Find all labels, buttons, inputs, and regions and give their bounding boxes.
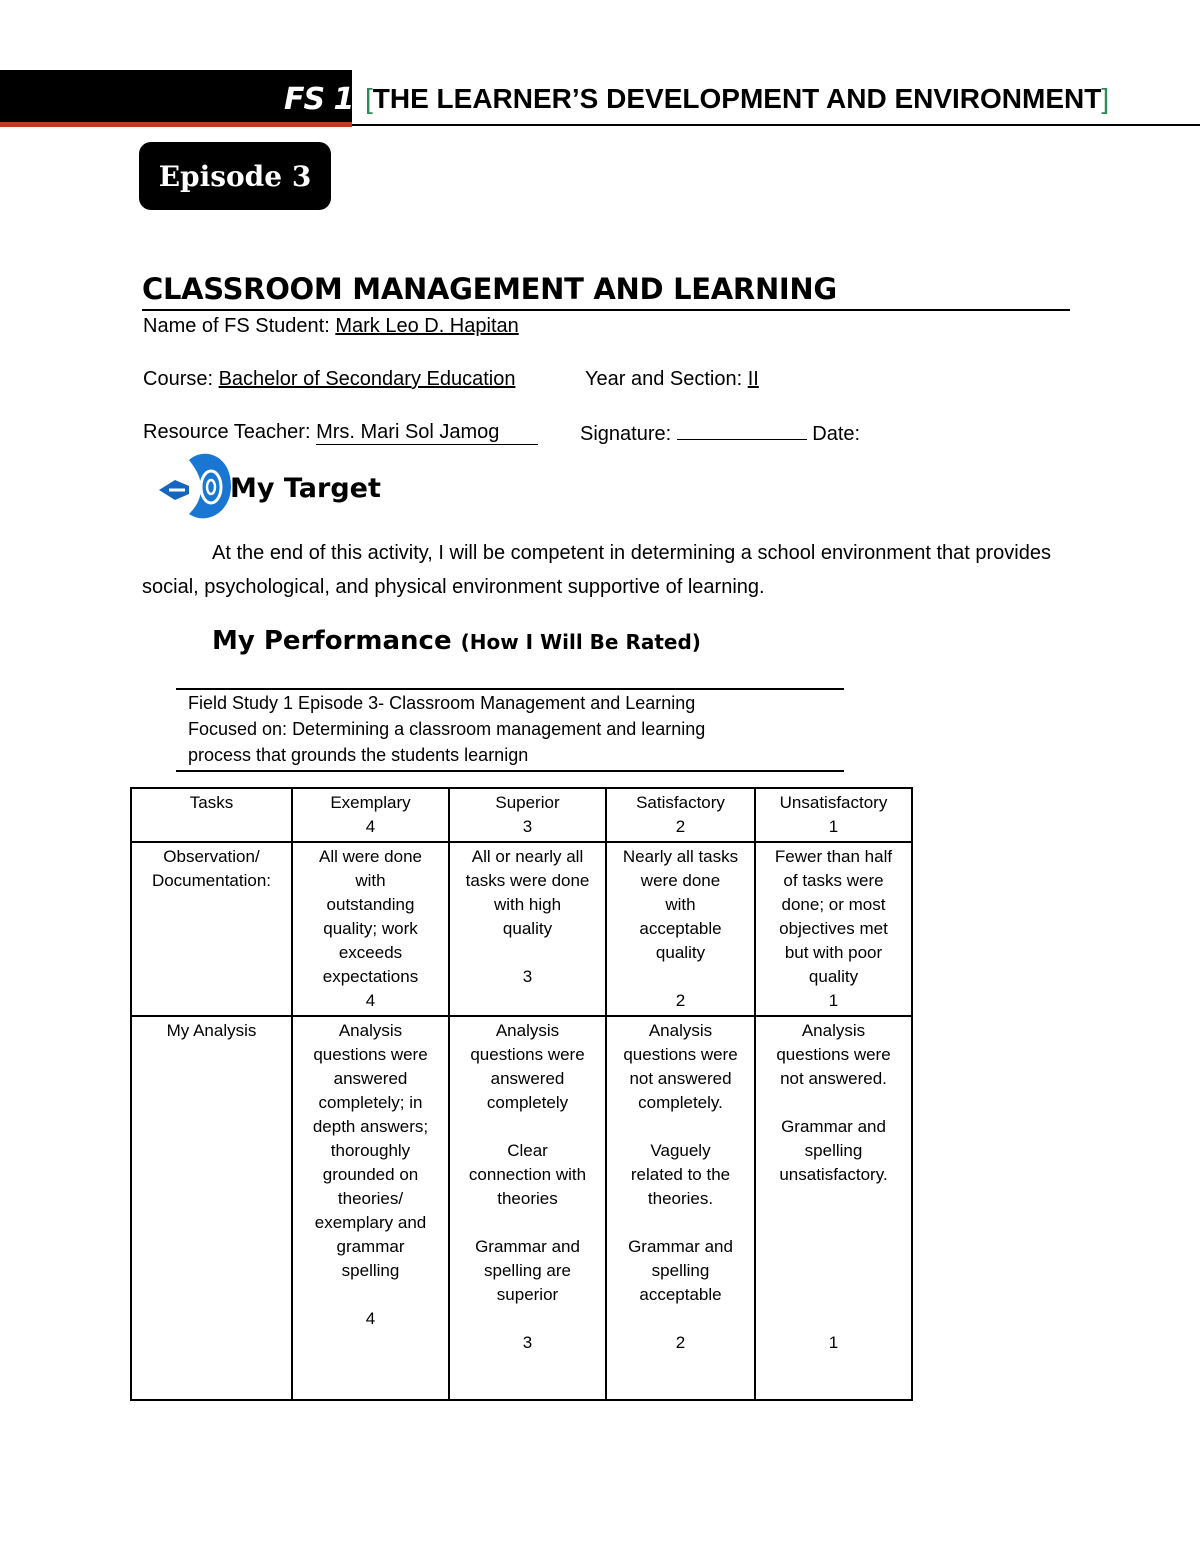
criteria-cell: Analysis questions were not answered. Grammar and spelling unsatisfactory. 1 bbox=[755, 1016, 912, 1400]
criteria-cell: All were done with outstanding quality; work exceeds expectations 4 bbox=[292, 842, 449, 1016]
header-label: Tasks bbox=[189, 793, 234, 812]
header-score: 3 bbox=[522, 817, 533, 836]
rubric-table bbox=[130, 787, 913, 1401]
header-cell bbox=[755, 788, 912, 842]
course-label: Course: bbox=[143, 368, 219, 390]
focus-line-2: Focused on: Determining a classroom management and learning bbox=[188, 719, 706, 739]
criteria-cell: Analysis questions were answered completely Clear connection with theories Grammar and spelling are superior 3 bbox=[449, 1016, 606, 1400]
criteria-cell: Analysis questions were not answered completely. Vaguely related to the theories. Grammar and spelling acceptable 2 bbox=[606, 1016, 755, 1400]
header-cell bbox=[292, 788, 449, 842]
task-cell: Observation/ Documentation: bbox=[131, 842, 292, 1016]
target-title: My Target bbox=[230, 473, 381, 504]
header-cell bbox=[131, 788, 292, 842]
student-label: Name of FS Student: bbox=[143, 315, 336, 337]
header-bracket-open: [ bbox=[365, 83, 373, 114]
header-title: THE LEARNER’S DEVELOPMENT AND ENVIRONMENT bbox=[372, 83, 1102, 114]
page-title: CLASSROOM MANAGEMENT AND LEARNING bbox=[142, 272, 837, 306]
rubric-header-row bbox=[131, 788, 912, 842]
signature-blank bbox=[677, 421, 807, 440]
header-score: 4 bbox=[365, 817, 376, 836]
target-text: At the end of this activity, I will be competent in determining a school environment that provides social, psychological, and physical environment supportive of learning. bbox=[142, 542, 1051, 598]
criteria-cell: Fewer than half of tasks were done; or most objectives met but with poor quality 1 bbox=[755, 842, 912, 1016]
focus-line-1: Field Study 1 Episode 3- Classroom Management and Learning bbox=[188, 693, 696, 713]
criteria-cell: Nearly all tasks were done with acceptable quality 2 bbox=[606, 842, 755, 1016]
header-score: 2 bbox=[675, 817, 686, 836]
header-label: Satisfactory bbox=[636, 793, 725, 812]
header-series: FS 1 bbox=[284, 82, 354, 117]
header-score: 1 bbox=[828, 817, 839, 836]
performance-subtitle: (How I Will Be Rated) bbox=[460, 630, 701, 654]
teacher-line bbox=[143, 421, 538, 445]
student-name: Mark Leo D. Hapitan bbox=[335, 315, 519, 337]
teacher-label: Resource Teacher: bbox=[143, 421, 317, 443]
performance-title: My Performance bbox=[212, 626, 461, 656]
target-paragraph bbox=[142, 536, 1062, 604]
header-label: Exemplary bbox=[330, 793, 411, 812]
header-title-group bbox=[365, 83, 1109, 115]
year-label: Year and Section: bbox=[585, 368, 748, 390]
criteria-cell: All or nearly all tasks were done with high quality 3 bbox=[449, 842, 606, 1016]
header-cell bbox=[449, 788, 606, 842]
episode-badge: Episode 3 bbox=[139, 142, 331, 210]
course-line bbox=[143, 368, 515, 391]
header-label: Unsatisfactory bbox=[779, 793, 888, 812]
rubric-row-analysis bbox=[131, 1016, 912, 1400]
header-accent-line bbox=[0, 122, 352, 127]
title-rule bbox=[142, 309, 1070, 311]
header-label: Superior bbox=[495, 793, 560, 812]
criteria-cell: Analysis questions were answered completely; in depth answers; thoroughly grounded on theories/ exemplary and grammar spelling 4 bbox=[292, 1016, 449, 1400]
date-label: Date: bbox=[806, 423, 861, 445]
year-section-line bbox=[585, 368, 759, 391]
header-bracket-close: ] bbox=[1101, 83, 1110, 114]
focus-box bbox=[176, 688, 844, 772]
target-icon bbox=[155, 450, 233, 526]
rubric-row-observation bbox=[131, 842, 912, 1016]
task-cell: My Analysis bbox=[131, 1016, 292, 1400]
header-rule bbox=[352, 124, 1200, 126]
performance-heading bbox=[212, 626, 701, 656]
signature-label: Signature: bbox=[580, 423, 677, 445]
student-line bbox=[143, 315, 519, 338]
year-value: II bbox=[747, 368, 759, 390]
signature-line bbox=[580, 421, 860, 446]
teacher-name: Mrs. Mari Sol Jamog bbox=[316, 421, 538, 445]
course-value: Bachelor of Secondary Education bbox=[218, 368, 516, 390]
header-cell bbox=[606, 788, 755, 842]
focus-line-3: process that grounds the students learnign bbox=[188, 745, 529, 765]
